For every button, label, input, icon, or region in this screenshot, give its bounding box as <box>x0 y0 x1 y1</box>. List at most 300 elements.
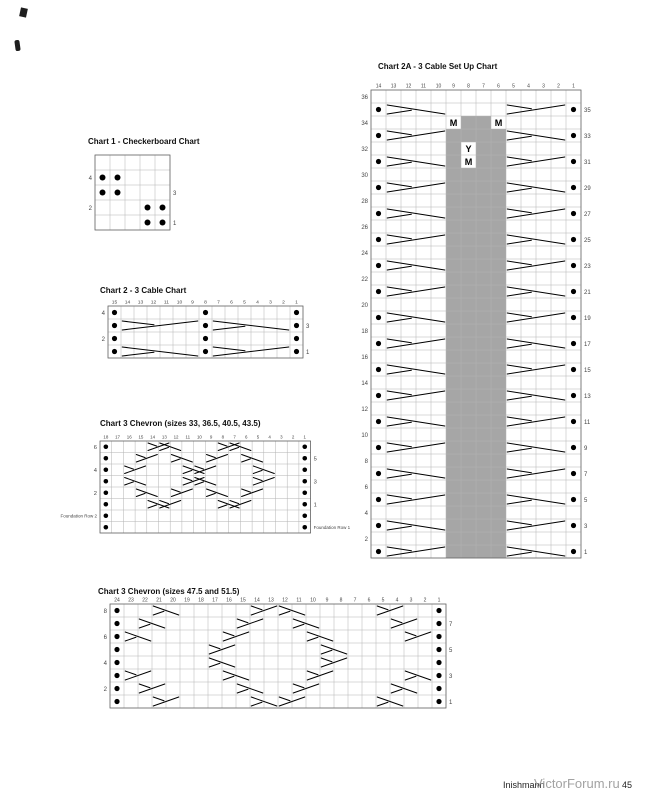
cable-line <box>213 326 245 330</box>
cable-line <box>387 183 411 187</box>
row-number: 13 <box>584 393 591 400</box>
cable-line <box>387 110 411 114</box>
cable-line <box>387 526 411 530</box>
cable-line <box>387 547 411 551</box>
row-number: 5 <box>449 647 453 654</box>
column-number: 5 <box>512 83 515 90</box>
row-number: 7 <box>584 471 588 478</box>
purl-dot <box>376 263 381 268</box>
column-number: 13 <box>390 83 397 90</box>
purl-dot <box>376 471 381 476</box>
column-number: 10 <box>310 597 316 604</box>
purl-dot <box>302 502 307 507</box>
chart-1-title: Chart 1 - Checkerboard Chart <box>88 137 200 146</box>
purl-dot <box>302 456 307 461</box>
row-number: 3 <box>449 673 453 680</box>
column-number: 22 <box>142 597 148 604</box>
cable-line <box>139 624 150 628</box>
row-annotation: Foundation Row 2 <box>60 513 97 519</box>
cable-line <box>230 501 239 504</box>
purl-dot <box>203 323 208 328</box>
column-number: 10 <box>176 300 183 306</box>
cable-line <box>279 697 290 701</box>
cable-line <box>507 500 531 504</box>
row-number: 1 <box>173 220 177 227</box>
purl-dot <box>104 490 109 495</box>
cable-line <box>125 637 136 641</box>
chart-2a-setup <box>325 78 627 566</box>
cable-line <box>293 624 304 628</box>
purl-dot <box>104 525 109 530</box>
purl-dot <box>112 310 117 315</box>
cable-line <box>387 214 411 218</box>
column-number: 20 <box>170 597 176 604</box>
cable-line <box>125 482 134 485</box>
column-number: 14 <box>150 434 156 440</box>
chart-3-chevron-small <box>54 429 357 541</box>
column-number: 2 <box>423 597 427 604</box>
cable-line <box>209 663 220 667</box>
column-number: 17 <box>212 597 218 604</box>
cable-line <box>253 470 262 473</box>
purl-dot <box>376 367 381 372</box>
column-number: 19 <box>184 597 190 604</box>
column-number: 14 <box>124 300 131 306</box>
column-number: 23 <box>128 597 134 604</box>
watermark: VictorForum.ru <box>534 776 620 791</box>
purl-dot <box>436 673 441 678</box>
column-number: 6 <box>230 300 233 306</box>
chart-3-chevron-large <box>64 592 492 716</box>
purl-dot <box>436 608 441 613</box>
purl-dot <box>376 185 381 190</box>
purl-dot <box>376 549 381 554</box>
purl-dot <box>571 367 576 372</box>
cable-line <box>171 459 180 462</box>
column-number: 7 <box>217 300 220 306</box>
purl-dot <box>114 608 119 613</box>
row-number: 27 <box>584 211 591 218</box>
row-number: 6 <box>103 634 107 641</box>
cable-line <box>387 235 411 239</box>
numbers-layer <box>89 176 177 227</box>
cable-line <box>507 396 531 400</box>
column-number: 6 <box>245 434 248 440</box>
cable-line <box>507 469 531 473</box>
column-number: 4 <box>395 597 399 604</box>
row-number: 21 <box>584 289 591 296</box>
cable-line <box>387 339 411 343</box>
column-number: 15 <box>138 434 144 440</box>
cable-line <box>293 684 304 688</box>
chart-2-title: Chart 2 - 3 Cable Chart <box>100 286 187 295</box>
cable-line <box>251 606 262 610</box>
purl-dot <box>436 686 441 691</box>
purl-dot <box>436 647 441 652</box>
row-number: 3 <box>306 323 310 330</box>
row-number: 25 <box>584 237 591 244</box>
column-number: 1 <box>295 300 298 306</box>
cable-line <box>183 470 192 473</box>
cable-line <box>242 459 251 462</box>
purl-dot <box>302 525 307 530</box>
cable-line <box>153 697 164 701</box>
column-number: 2 <box>291 434 295 440</box>
column-number: 4 <box>268 434 271 440</box>
purl-dot <box>376 133 381 138</box>
row-number: 2 <box>93 490 97 497</box>
chart-2a-title: Chart 2A - 3 Cable Set Up Chart <box>378 62 498 71</box>
cable-line <box>507 448 531 452</box>
cable-line <box>507 521 531 525</box>
purl-dot <box>104 513 109 518</box>
cable-line <box>251 702 262 706</box>
purl-dot <box>376 497 381 502</box>
chart-3-small-title: Chart 3 Chevron (sizes 33, 36.5, 40.5, 43.5) <box>100 419 261 428</box>
purl-dot <box>104 479 109 484</box>
row-number: 31 <box>584 159 591 166</box>
purl-dot <box>436 660 441 665</box>
stitch-symbol: Y <box>465 144 472 155</box>
row-number: 12 <box>361 406 368 413</box>
cable-line <box>209 645 220 649</box>
purl-dot <box>294 349 299 354</box>
row-number: 9 <box>584 445 588 452</box>
purl-dot <box>104 467 109 472</box>
purl-dot <box>114 673 119 678</box>
cable-line <box>125 671 136 675</box>
cable-line <box>160 447 169 450</box>
purl-dot <box>376 393 381 398</box>
purl-dot <box>571 471 576 476</box>
column-number: 6 <box>367 597 371 604</box>
cable-line <box>507 209 531 213</box>
cable-line <box>183 478 192 481</box>
purl-dot <box>104 456 109 461</box>
cable-line <box>207 455 216 458</box>
purl-dot <box>114 660 119 665</box>
purl-dot <box>571 237 576 242</box>
purl-dot <box>114 621 119 626</box>
grid-lines <box>110 604 446 708</box>
cable-line <box>125 466 134 469</box>
row-number: 2 <box>364 536 368 543</box>
purl-dot <box>114 686 119 691</box>
column-number: 11 <box>185 434 191 440</box>
purl-dot <box>571 133 576 138</box>
column-number: 15 <box>240 597 246 604</box>
column-number: 1 <box>572 83 575 90</box>
purl-dot <box>203 310 208 315</box>
cable-line <box>122 321 154 325</box>
column-number: 9 <box>191 300 194 306</box>
stitch-symbol: M <box>494 118 503 129</box>
cable-line <box>387 495 411 499</box>
row-number: 35 <box>584 107 591 114</box>
column-number: 2 <box>282 300 285 306</box>
purl-dot <box>115 175 121 181</box>
cable-line <box>237 619 248 623</box>
purl-dot <box>112 323 117 328</box>
purl-dot <box>160 205 166 211</box>
row-number: 30 <box>361 172 368 179</box>
column-number: 5 <box>243 300 246 306</box>
cable-line <box>387 443 411 447</box>
cable-line <box>148 443 157 446</box>
cable-line <box>507 552 531 556</box>
row-number: 17 <box>584 341 591 348</box>
column-number: 13 <box>161 434 167 440</box>
purl-dot <box>571 523 576 528</box>
purl-dot <box>203 349 208 354</box>
cable-line <box>507 417 531 421</box>
column-number: 12 <box>405 83 412 90</box>
row-number: 18 <box>361 328 368 335</box>
purl-dot <box>571 419 576 424</box>
cable-line <box>195 482 204 485</box>
column-number: 5 <box>381 597 385 604</box>
purl-dot <box>376 211 381 216</box>
cable-line <box>387 422 411 426</box>
purl-dot <box>571 159 576 164</box>
row-number: 8 <box>364 458 368 465</box>
row-number: 2 <box>88 205 92 212</box>
cable-line <box>507 157 531 161</box>
column-number: 9 <box>209 434 213 440</box>
purl-dot <box>376 289 381 294</box>
column-number: 6 <box>497 83 500 90</box>
purl-dot <box>571 445 576 450</box>
row-number: 2 <box>101 336 105 343</box>
purl-dot <box>571 497 576 502</box>
cable-line <box>307 671 318 675</box>
column-number: 7 <box>482 83 485 90</box>
cable-line <box>171 489 180 492</box>
cable-line <box>223 632 234 636</box>
cable-line <box>507 344 531 348</box>
purl-dot <box>376 341 381 346</box>
footer-pattern-name: Inishmann <box>503 780 545 790</box>
purl-dot <box>294 323 299 328</box>
column-number: 1 <box>303 434 306 440</box>
cable-line <box>377 702 388 706</box>
stitch-symbol: M <box>449 118 458 129</box>
column-number: 10 <box>435 83 442 90</box>
purl-dot <box>145 220 151 226</box>
cable-line <box>242 489 251 492</box>
cable-line <box>153 611 164 615</box>
grid-lines <box>371 90 581 558</box>
cable-line <box>507 313 531 317</box>
column-number: 12 <box>150 300 157 306</box>
cable-line <box>136 455 145 458</box>
purl-dot <box>203 336 208 341</box>
column-number: 11 <box>163 300 170 306</box>
column-number: 24 <box>114 597 120 604</box>
row-number: 28 <box>361 198 368 205</box>
cable-line <box>387 287 411 291</box>
cable-line <box>160 501 169 504</box>
cable-line <box>218 443 227 446</box>
row-number: 8 <box>103 608 107 615</box>
purl-dot <box>145 205 151 211</box>
cable-line <box>321 658 332 662</box>
scan-artifact-icon <box>19 7 28 17</box>
column-number: 14 <box>375 83 382 90</box>
purl-dot <box>294 336 299 341</box>
purl-dot <box>376 523 381 528</box>
row-number: 19 <box>584 315 591 322</box>
row-number: 1 <box>584 549 588 556</box>
column-number: 13 <box>137 300 144 306</box>
cable-line <box>307 637 318 641</box>
cable-line <box>377 606 388 610</box>
cable-line <box>387 370 411 374</box>
row-number: 4 <box>364 510 368 517</box>
cable-line <box>387 391 411 395</box>
purl-dot <box>571 289 576 294</box>
column-number: 4 <box>527 83 530 90</box>
purl-dot <box>115 190 121 196</box>
cable-line <box>122 352 154 356</box>
row-number: 34 <box>361 120 368 127</box>
row-number: 2 <box>103 686 107 693</box>
column-number: 3 <box>280 434 283 440</box>
cable-line <box>507 261 531 265</box>
cable-line <box>507 240 531 244</box>
row-number: 1 <box>449 699 453 706</box>
column-number: 21 <box>156 597 162 604</box>
column-number: 16 <box>126 434 132 440</box>
column-number: 3 <box>409 597 413 604</box>
row-annotation: Foundation Row 1 <box>313 525 351 531</box>
purl-dot <box>571 107 576 112</box>
column-number: 12 <box>282 597 288 604</box>
row-number: 10 <box>361 432 368 439</box>
column-number: 11 <box>420 83 427 90</box>
column-number: 13 <box>268 597 274 604</box>
cable-line <box>387 266 411 270</box>
row-number: 5 <box>584 497 588 504</box>
chart-3-large-title: Chart 3 Chevron (sizes 47.5 and 51.5) <box>98 587 240 596</box>
purl-dot <box>302 513 307 518</box>
purl-dot <box>114 634 119 639</box>
purl-dot <box>571 263 576 268</box>
row-number: 15 <box>584 367 591 374</box>
purl-dot <box>302 444 307 449</box>
purl-dot <box>100 190 106 196</box>
column-number: 15 <box>111 300 118 306</box>
row-number: 3 <box>173 190 177 197</box>
row-number: 7 <box>449 621 453 628</box>
row-number: 3 <box>313 479 317 486</box>
purl-dot <box>302 490 307 495</box>
chart-2-cable <box>62 294 349 366</box>
chart-1-checkerboard <box>49 143 216 238</box>
row-number: 33 <box>584 133 591 140</box>
column-number: 5 <box>256 434 260 440</box>
column-number: 18 <box>198 597 204 604</box>
cable-line <box>507 105 531 109</box>
column-number: 7 <box>353 597 357 604</box>
column-number: 9 <box>325 597 329 604</box>
column-number: 11 <box>296 597 302 604</box>
cable-line <box>139 684 150 688</box>
cable-line <box>507 188 531 192</box>
column-number: 12 <box>173 434 179 440</box>
column-number: 9 <box>452 83 455 90</box>
cable-line <box>148 505 157 508</box>
cable-line <box>391 689 402 693</box>
cable-line <box>279 611 290 615</box>
cable-line <box>230 447 239 450</box>
purl-dot <box>376 419 381 424</box>
purl-dot <box>294 310 299 315</box>
row-number: 20 <box>361 302 368 309</box>
cable-line <box>218 505 227 508</box>
purl-dot <box>571 549 576 554</box>
column-number: 10 <box>196 434 202 440</box>
row-number: 3 <box>584 523 588 530</box>
purl-dot <box>114 699 119 704</box>
grid-lines <box>95 155 170 230</box>
row-number: 16 <box>361 354 368 361</box>
row-number: 32 <box>361 146 368 153</box>
purl-dot <box>302 479 307 484</box>
purl-dot <box>376 237 381 242</box>
purl-dot <box>114 647 119 652</box>
row-number: 6 <box>93 444 97 451</box>
cable-line <box>213 347 245 351</box>
row-number: 11 <box>584 419 591 426</box>
purl-dot <box>160 220 166 226</box>
row-number: 5 <box>313 456 317 463</box>
column-number: 14 <box>254 597 260 604</box>
purl-dot <box>571 211 576 216</box>
row-number: 1 <box>313 502 317 509</box>
purl-dot <box>571 393 576 398</box>
cable-line <box>507 292 531 296</box>
purl-dot <box>436 634 441 639</box>
column-number: 8 <box>204 300 207 306</box>
purl-dot <box>100 175 106 181</box>
purl-dot <box>104 502 109 507</box>
purl-dot <box>376 315 381 320</box>
grid-lines <box>100 441 311 533</box>
column-number: 3 <box>269 300 272 306</box>
column-number: 18 <box>103 434 109 440</box>
purl-dot <box>571 315 576 320</box>
row-number: 22 <box>361 276 368 283</box>
cable-line <box>223 676 234 680</box>
purl-dot <box>376 445 381 450</box>
cable-line <box>321 650 332 654</box>
column-number: 2 <box>557 83 560 90</box>
cable-line <box>507 136 531 140</box>
cable-line <box>507 365 531 369</box>
row-number: 36 <box>361 94 368 101</box>
purl-dot <box>436 621 441 626</box>
row-number: 1 <box>306 349 310 356</box>
row-number: 6 <box>364 484 368 491</box>
row-number: 4 <box>93 467 97 474</box>
cable-line <box>387 318 411 322</box>
purl-dot <box>571 341 576 346</box>
purl-dot <box>112 336 117 341</box>
cable-line <box>405 632 416 636</box>
purl-dot <box>302 467 307 472</box>
column-number: 1 <box>437 597 441 604</box>
